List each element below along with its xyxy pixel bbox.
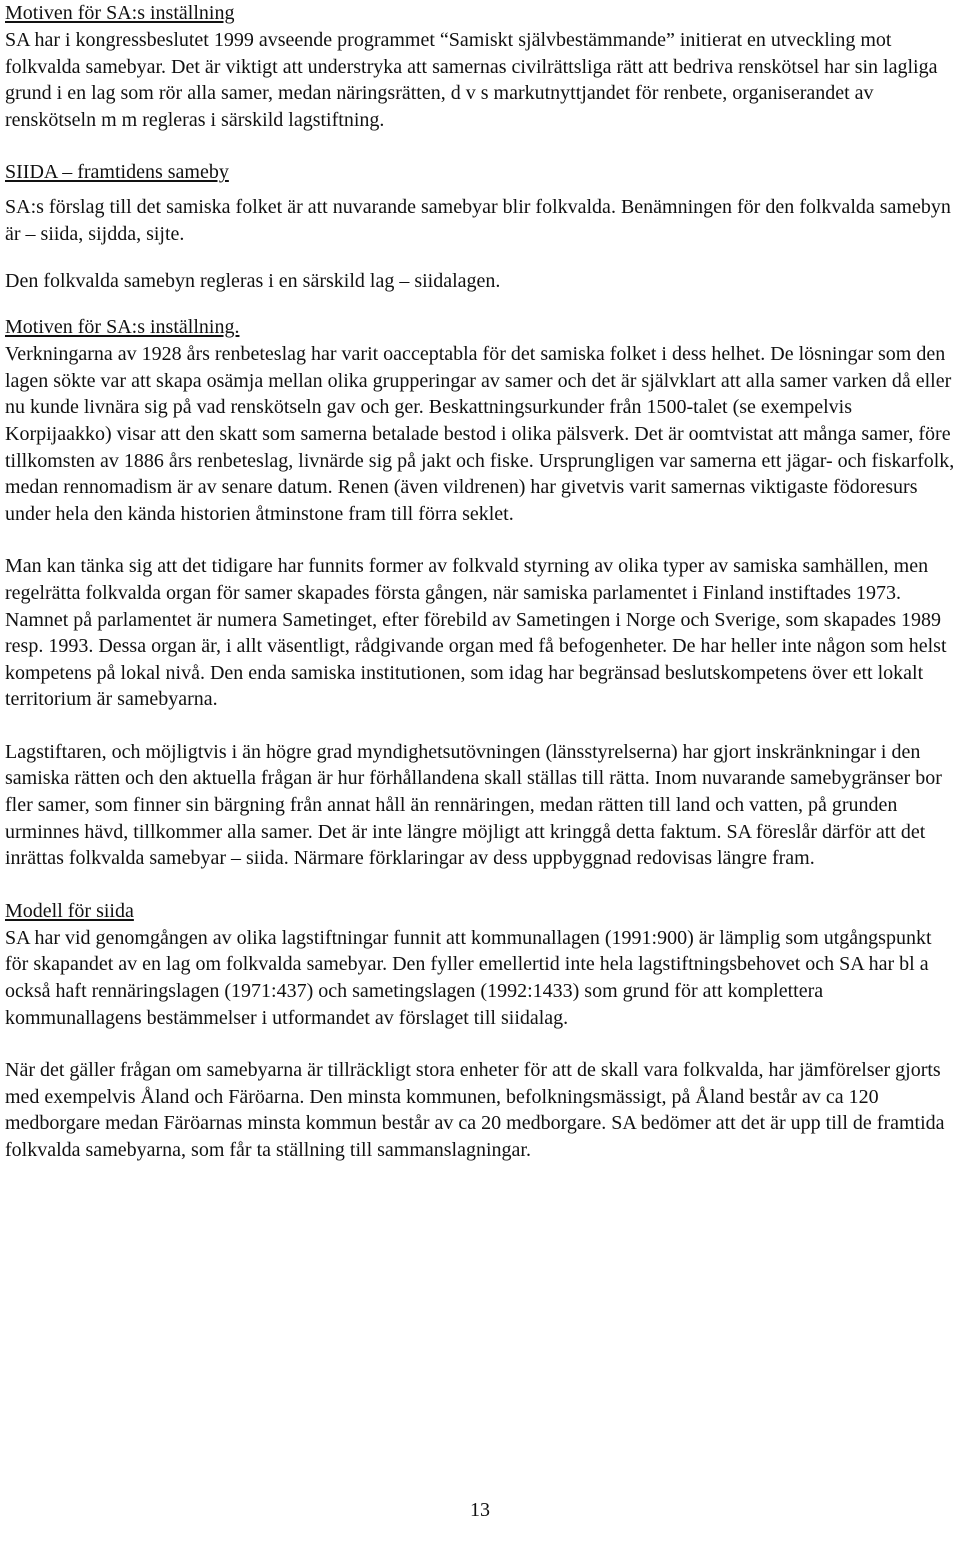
spacer bbox=[5, 186, 955, 194]
section-motiven-2 bbox=[5, 314, 955, 872]
paragraph: Man kan tänka sig att det tidigare har funnits former av folkvald styrning av olika typer av samiska samhällen, men regelrätta folkvalda organ för samer skapades första gången, när samiska parlamentet i Finland instiftades 1973. Namnet på parlamentet är numera Sametinget, efter förebild av Sametingen i Norge och Sverige, som skapades 1989 resp. 1993. Dessa organ är, i allt väsentligt, rådgivande organ med få befogenheter. De har heller inte någon som helst kompetens på lokal nivå. Den enda samiska institutionen, som idag har begränsad beslutskompetens över ett lokalt territorium är samebyarna. bbox=[5, 555, 947, 711]
spacer bbox=[5, 713, 955, 739]
paragraph: SA har i kongressbeslutet 1999 avseende programmet “Samiskt självbestämmande” initierat en utveckling mot folkvalda samebyar. Det är viktigt att understryka att samernas civilrättsliga rätt att bedriva renskötsel har sin lagliga grund i en lag som rör alla samer, medan näringsrätten, d v s markutnyttjandet för renbete, organiserandet av renskötseln m m regleras i särskild lagstiftning. bbox=[5, 29, 938, 131]
section-motiven-1 bbox=[5, 0, 955, 133]
document-page bbox=[5, 0, 955, 1164]
paragraph: Lagstiftaren, och möjligtvis i än högre grad myndighetsutövningen (länsstyrelserna) har gjort inskränkningar i den samiska rätten och den aktuella frågan är hur förhållandena skall ställas till rätta. Inom nuvarande samebygränser bor fler samer, som finner sin bärgning från annat håll än rennäringen, medan rätten till land och vatten, på grunden urminnes hävd, tillkommer alla samer. Det är inte längre möjligt att kringgå detta faktum. SA föreslår därför att det inrättas folkvalda samebyar – siida. Närmare förklaringar av dess uppbyggnad redovisas längre fram. bbox=[5, 740, 942, 870]
spacer bbox=[5, 133, 955, 159]
paragraph: Verkningarna av 1928 års renbeteslag har varit oacceptabla för det samiska folket i dess helhet. De lösningar som den lagen sökte var att skapa osämja mellan olika grupperingar av samer och det är självklart att alla samer varken då eller nu kunde livnära sig på vad renskötseln gav och ger. Beskattningsurkunder från 1500-talet (se exempelvis Korpijaakko) visar att den skatt som samerna betalade bestod i olika pälsverk. Det är oomtvistat att många samer, före tillkomsten av 1886 års renbeteslag, livnärde sig på jakt och fiske. Ursprungligen var samerna ett jägar- och fiskarfolk, medan rennomadism är av senare datum. Renen (även vildrenen) har givetvis varit samernas viktigaste födoresurs under hela den kända historien åtminstone fram till förra seklet. bbox=[5, 343, 955, 525]
spacer bbox=[5, 872, 955, 898]
paragraph: Den folkvalda samebyn regleras i en särskild lag – siidalagen. bbox=[5, 269, 501, 292]
section-heading: SIIDA – framtidens sameby bbox=[5, 161, 229, 184]
spacer bbox=[5, 294, 955, 314]
section-heading: Motiven för SA:s inställning bbox=[5, 2, 235, 24]
section-heading: Modell för siida bbox=[5, 899, 134, 922]
section-heading: Motiven för SA:s inställning. bbox=[5, 316, 240, 339]
spacer bbox=[5, 527, 955, 553]
page-number: 13 bbox=[470, 1499, 490, 1521]
paragraph: När det gäller frågan om samebyarna är tillräckligt stora enheter för att de skall vara folkvalda, har jämförelser gjorts med exempelvis Åland och Färöarna. Den minsta kommunen, befolkningsmässigt, på Åland består av ca 120 medborgare medan Färöarnas minsta kommun består av ca 20 medborgare. SA bedömer att det är upp till de framtida folkvalda samebyarna, som får ta ställning till sammanslagningar. bbox=[5, 1059, 945, 1161]
section-modell-siida bbox=[5, 898, 955, 1164]
section-siida-framtidens bbox=[5, 159, 955, 294]
spacer bbox=[5, 1031, 955, 1057]
paragraph: SA har vid genomgången av olika lagstiftningar funnit att kommunallagen (1991:900) är lämplig som utgångspunkt för skapandet av en lag om folkvalda samebyar. Den fyller emellertid inte hela lagstiftningsbehovet och SA har bl a också haft rennäringslagen (1971:437) och sametingslagen (1992:1433) som grund för att komplettera kommunallagens bestämmelser i utformandet av förslaget till siidalag. bbox=[5, 926, 932, 1029]
spacer bbox=[5, 248, 955, 268]
paragraph: SA:s förslag till det samiska folket är att nuvarande samebyar blir folkvalda. Benämningen för den folkvalda samebyn är – siida, sijdda, sijte. bbox=[5, 196, 951, 245]
